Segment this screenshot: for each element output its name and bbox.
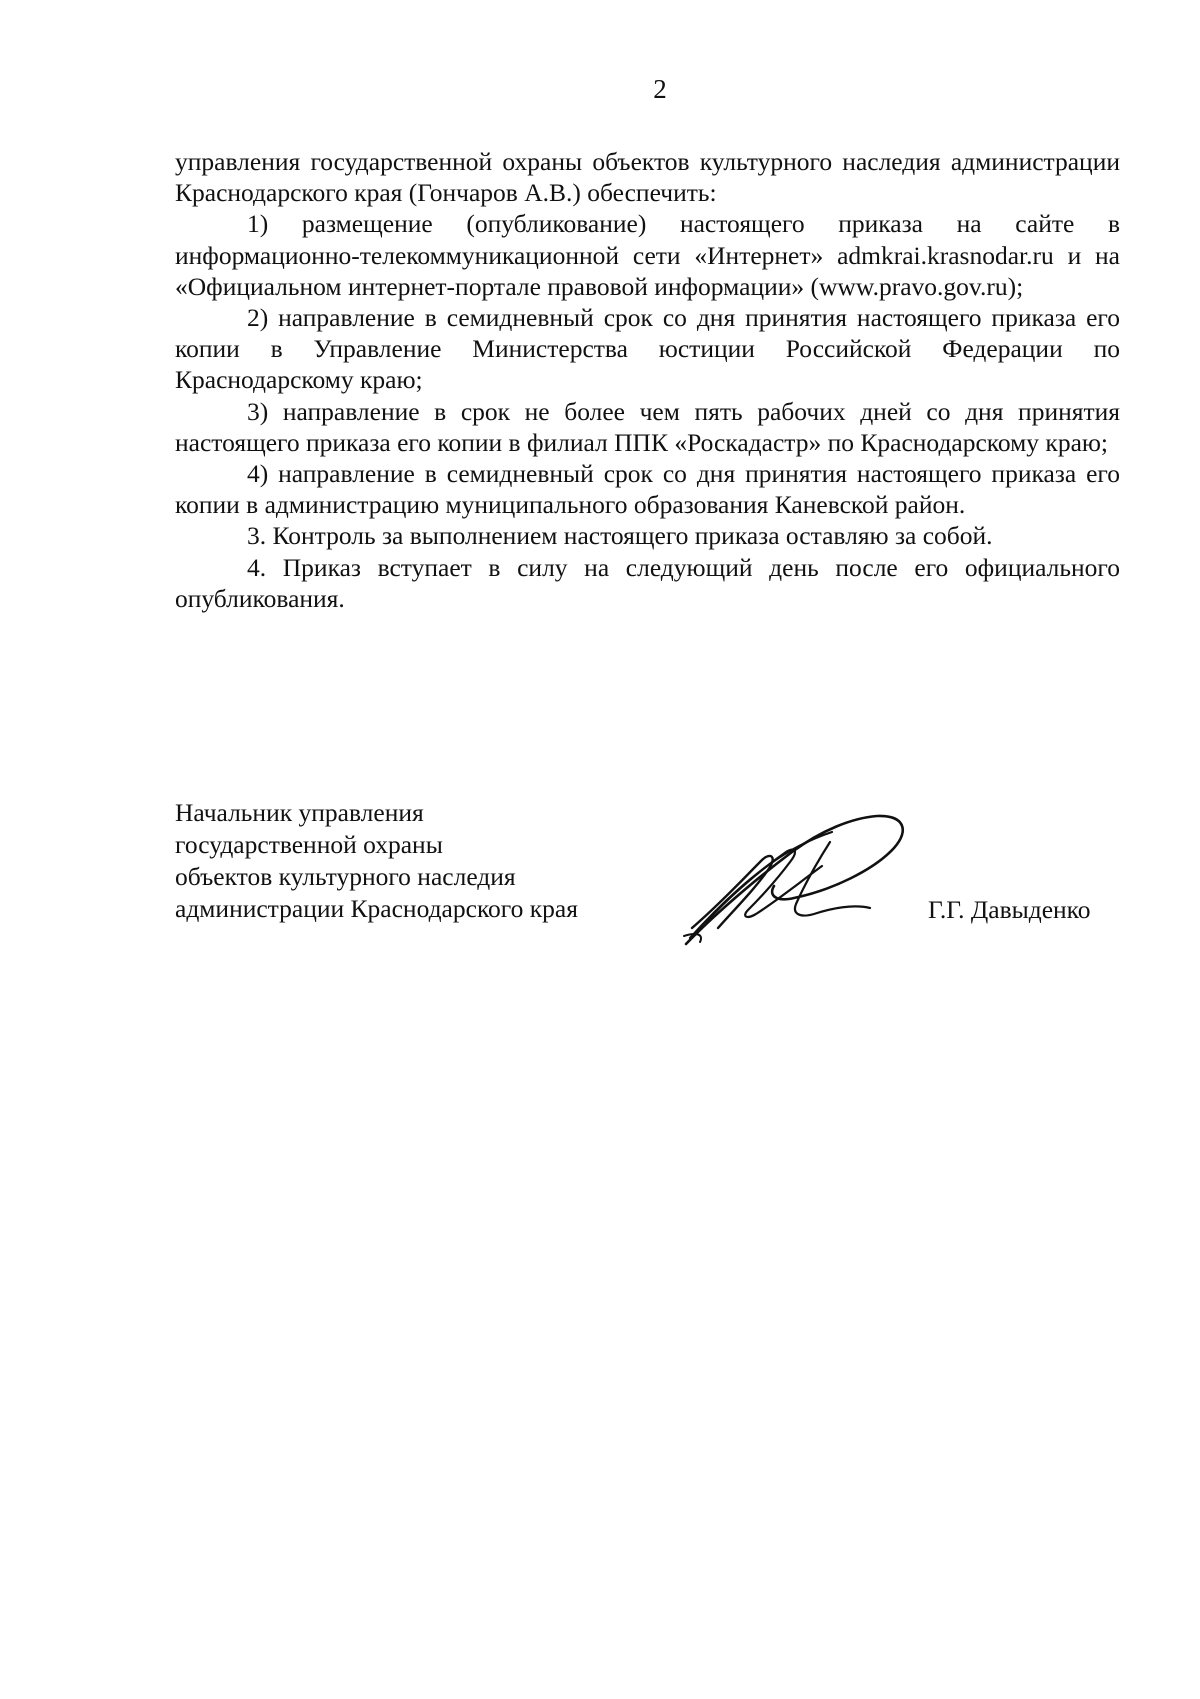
signer-position bbox=[175, 797, 645, 925]
signature-stroke bbox=[686, 816, 903, 944]
signature-stroke bbox=[692, 856, 773, 928]
signer-position-line: Начальник управления bbox=[175, 798, 424, 827]
paragraph: 1) размещение (опубликование) настоящего приказа на сайте в информационно-телекоммуникационной сети «Интернет» admkrai.krasnodar.ru и на «Официальном интернет-портале правовой информации» (www.pravo.gov.ru); bbox=[175, 209, 1120, 301]
paragraph: 3. Контроль за выполнением настоящего приказа оставляю за собой. bbox=[247, 521, 993, 551]
signer-position-line: государственной охраны bbox=[175, 830, 443, 859]
paragraph: 2) направление в семидневный срок со дня принятия настоящего приказа его копии в Управление Министерства юстиции Российской Федерации по Краснодарскому краю; bbox=[175, 303, 1120, 395]
paragraph: 3) направление в срок не более чем пять рабочих дней со дня принятия настоящего приказа его копии в филиал ППК «Роскадастр» по Краснодарскому краю; bbox=[175, 396, 1120, 457]
signature-stroke bbox=[690, 832, 832, 938]
signer-name: Г.Г. Давыденко bbox=[928, 895, 1091, 924]
signer-position-line: администрации Краснодарского края bbox=[175, 894, 578, 923]
paragraph: управления государственной охраны объектов культурного наследия администрации Краснодарского края (Гончаров А.В.) обеспечить: bbox=[175, 147, 1120, 208]
paragraph: 4. Приказ вступает в силу на следующий день после его официального опубликования. bbox=[175, 552, 1120, 613]
signer-position-line: объектов культурного наследия bbox=[175, 862, 516, 891]
page-number: 2 bbox=[653, 74, 667, 104]
handwritten-signature bbox=[682, 812, 912, 952]
paragraph: 4) направление в семидневный срок со дня принятия настоящего приказа его копии в администрацию муниципального образования Каневской район. bbox=[175, 459, 1120, 520]
body-text bbox=[175, 146, 1120, 614]
